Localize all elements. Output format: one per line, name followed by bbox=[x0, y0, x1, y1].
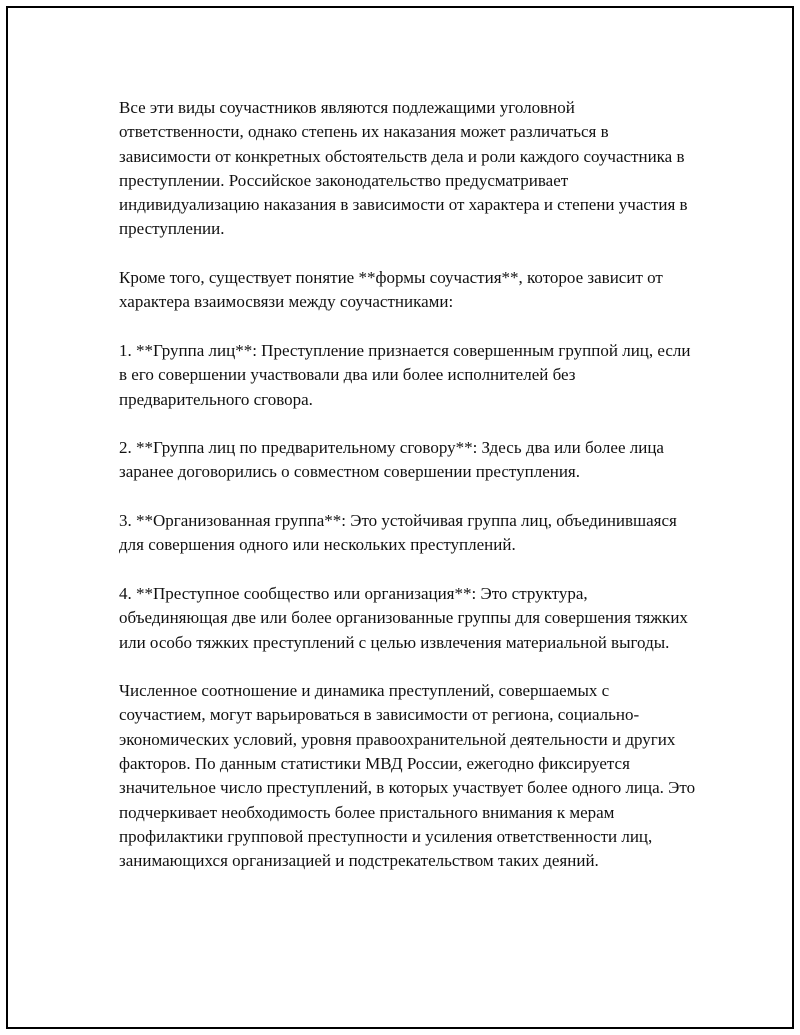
list-item-criminal-community: 4. **Преступное сообщество или организация**: Это структура, объединяющая две или более организованные группы для совершения тяжких или особо тяжких преступлений с целью извлечения материальной выгоды. bbox=[119, 583, 688, 652]
list-item-group-of-persons: 1. **Группа лиц**: Преступление признается совершенным группой лиц, если в его совершении участвовали два или более исполнителей без предварительного сговора. bbox=[119, 340, 691, 409]
paragraph-forms-intro: Кроме того, существует понятие **формы соучастия**, которое зависит от характера взаимосвязи между соучастниками: bbox=[119, 268, 663, 312]
paragraph-intro: Все эти виды соучастников являются подлежащими уголовной ответственности, однако степень их наказания может различаться в зависимости от конкретных обстоятельств дела и роли каждого соучастника в преступлении. Российское законодательство предусматривает индивидуализацию наказания в зависимости от характера и степени участия в преступлении. bbox=[119, 98, 688, 239]
list-item-organized-group: 3. **Организованная группа**: Это устойчивая группа лиц, объединившаяся для совершения одного или нескольких преступлений. bbox=[119, 511, 677, 555]
document-body bbox=[119, 96, 699, 874]
document-page bbox=[6, 6, 794, 1029]
list-item-prior-agreement-group: 2. **Группа лиц по предварительному сговору**: Здесь два или более лица заранее договорились о совместном совершении преступления. bbox=[119, 438, 664, 482]
paragraph-statistics: Численное соотношение и динамика преступлений, совершаемых с соучастием, могут варьироваться в зависимости от региона, социально-экономических условий, уровня правоохранительной деятельности и других факторов. По данным статистики МВД России, ежегодно фиксируется значительное число преступлений, в которых участвует более одного лица. Это подчеркивает необходимость более пристального внимания к мерам профилактики групповой преступности и усиления ответственности лиц, занимающихся организацией и подстрекательством таких деяний. bbox=[119, 681, 696, 871]
